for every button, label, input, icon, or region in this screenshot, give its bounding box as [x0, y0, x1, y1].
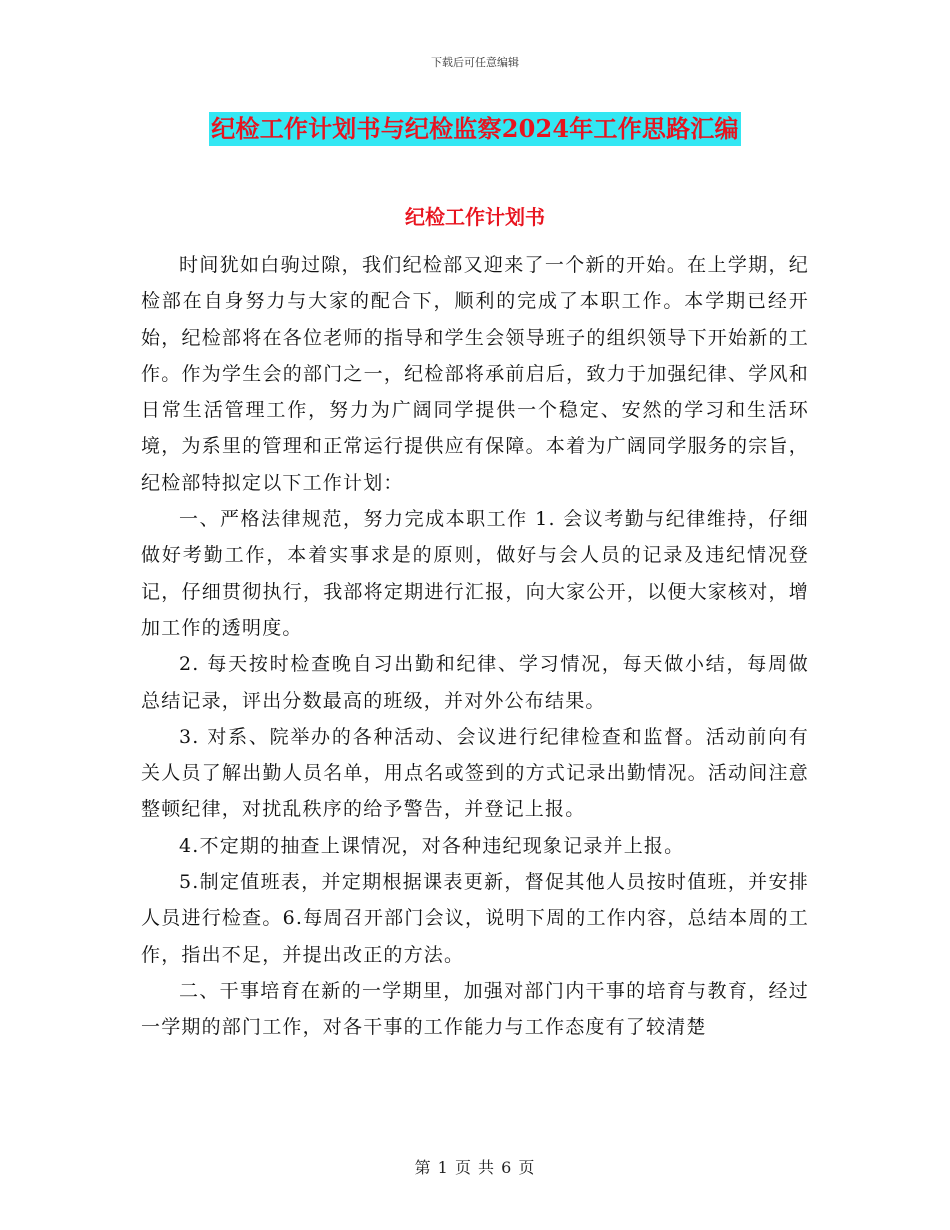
document-title — [0, 112, 950, 146]
body-text — [141, 247, 809, 1046]
header-note: 下载后可任意编辑 — [431, 56, 519, 69]
paragraph: 时间犹如白驹过隙，我们纪检部又迎来了一个新的开始。在上学期，纪检部在自身努力与大家的配合下，顺利的完成了本职工作。本学期已经开始，纪检部将在各位老师的指导和学生会领导班子的组织领导下开始新的工作。作为学生会的部门之一，纪检部将承前启后，致力于加强纪律、学风和日常生活管理工作，努力为广阔同学提供一个稳定、安然的学习和生活环境，为系里的管理和正常运行提供应有保障。本着为广阔同学服务的宗旨，纪检部特拟定以下工作计划： — [141, 254, 809, 494]
document-title-text: 纪检工作计划书与纪检监察2024年工作思路汇编 — [209, 112, 740, 146]
paragraph: 二、干事培育在新的一学期里，加强对部门内干事的培育与教育，经过一学期的部门工作，对各干事的工作能力与工作态度有了较清楚 — [141, 979, 809, 1039]
paragraph: 5.制定值班表，并定期根据课表更新，督促其他人员按时值班，并安排人员进行检查。6.每周召开部门会议，说明下周的工作内容，总结本周的工作，指出不足，并提出改正的方法。 — [141, 871, 809, 966]
paragraph: 3. 对系、院举办的各种活动、会议进行纪律检查和监督。活动前向有关人员了解出勤人员名单，用点名或签到的方式记录出勤情况。活动间注意整顿纪律，对扰乱秩序的给予警告，并登记上报。 — [141, 725, 809, 821]
paragraph: 4.不定期的抽查上课情况，对各种违纪现象记录并上报。 — [179, 834, 685, 857]
paragraph: 一、严格法律规范，努力完成本职工作 1. 会议考勤与纪律维持，仔细做好考勤工作，本着实事求是的原则，做好与会人员的记录及违纪情况登记，仔细贯彻执行，我部将定期进行汇报，向大家公开，以便大家核对，增加工作的透明度。 — [141, 508, 809, 639]
paragraph: 2. 每天按时检查晚自习出勤和纪律、学习情况，每天做小结，每周做总结记录，评出分数最高的班级，并对外公布结果。 — [141, 653, 809, 712]
section-title: 纪检工作计划书 — [405, 205, 545, 229]
page-footer: 第 1 页 共 6 页 — [414, 1158, 536, 1177]
